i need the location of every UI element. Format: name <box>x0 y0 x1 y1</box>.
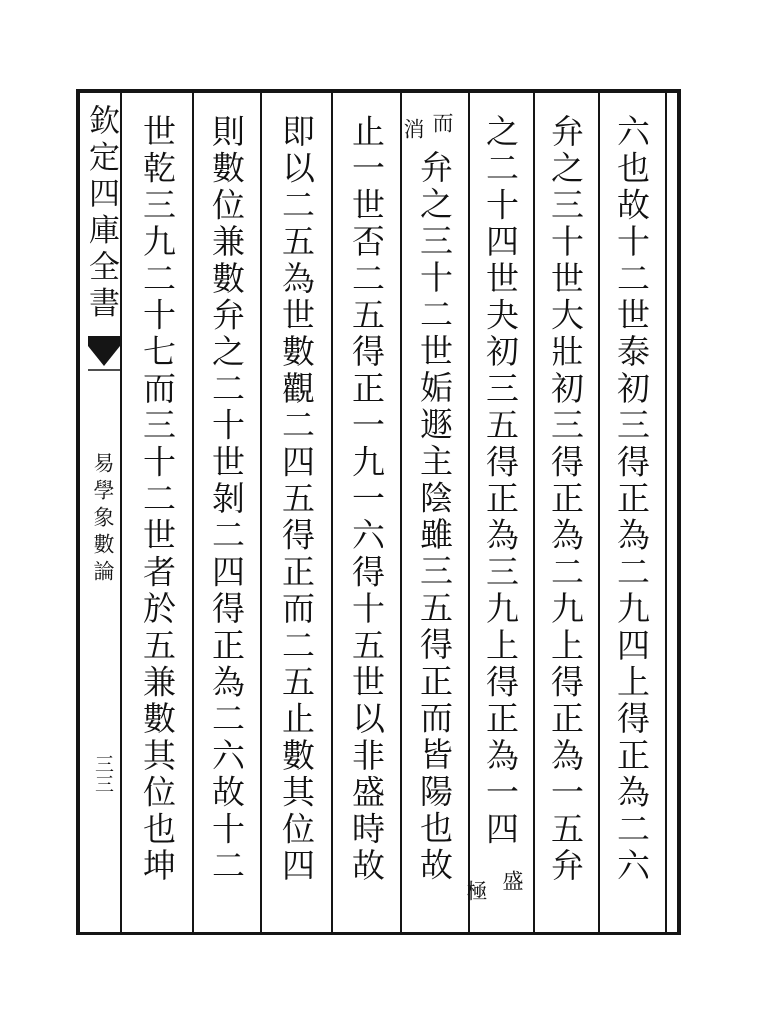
column-rule <box>533 92 535 933</box>
column-rule <box>468 92 470 933</box>
small-note-char: 消 <box>401 118 425 139</box>
book-title: 易學象數論 <box>91 452 115 587</box>
column-rule <box>400 92 402 933</box>
frame-bottom-border <box>76 932 681 935</box>
column-rule <box>598 92 600 933</box>
collection-title: 欽定四庫全書 <box>83 104 119 323</box>
small-note-char: 極 <box>464 880 488 901</box>
text-column-6: 即以二五為世數觀二四五得正而二五止數其位四 <box>277 114 316 885</box>
text-column-2: 弁之三十世大壯初三得正為二九上得正為一五弁 <box>546 114 585 885</box>
frame-top-border <box>76 89 681 93</box>
column-rule <box>192 92 194 933</box>
text-column-5: 止一世否二五得正一九一六得十五世以非盛時故 <box>347 114 386 885</box>
fish-tail-mark <box>88 336 120 372</box>
text-column-7: 則數位兼數弁之二十世剝二四得正為二六故十二 <box>207 114 246 885</box>
text-column-8: 世乾三九二十七而三十二世者於五兼數其位也坤 <box>138 114 177 885</box>
column-rule <box>331 92 333 933</box>
text-column-4: 弁之三十二世姤遯主陰雖三五得正而皆陽也故 <box>415 150 454 884</box>
column-rule <box>260 92 262 933</box>
text-column-1: 六也故十二世泰初三得正為二九四上得正為二六 <box>612 114 651 885</box>
frame-left-border <box>76 89 80 935</box>
small-note-char: 而 <box>430 112 454 133</box>
small-note-char: 盛 <box>500 870 524 891</box>
column-rule <box>665 92 667 933</box>
text-column-3: 之二十四世夬初三五得正為三九上得正為一四 <box>481 114 520 848</box>
frame-right-border <box>677 89 681 935</box>
page-number: 三三 <box>92 754 114 794</box>
margin-column-rule <box>120 92 122 933</box>
